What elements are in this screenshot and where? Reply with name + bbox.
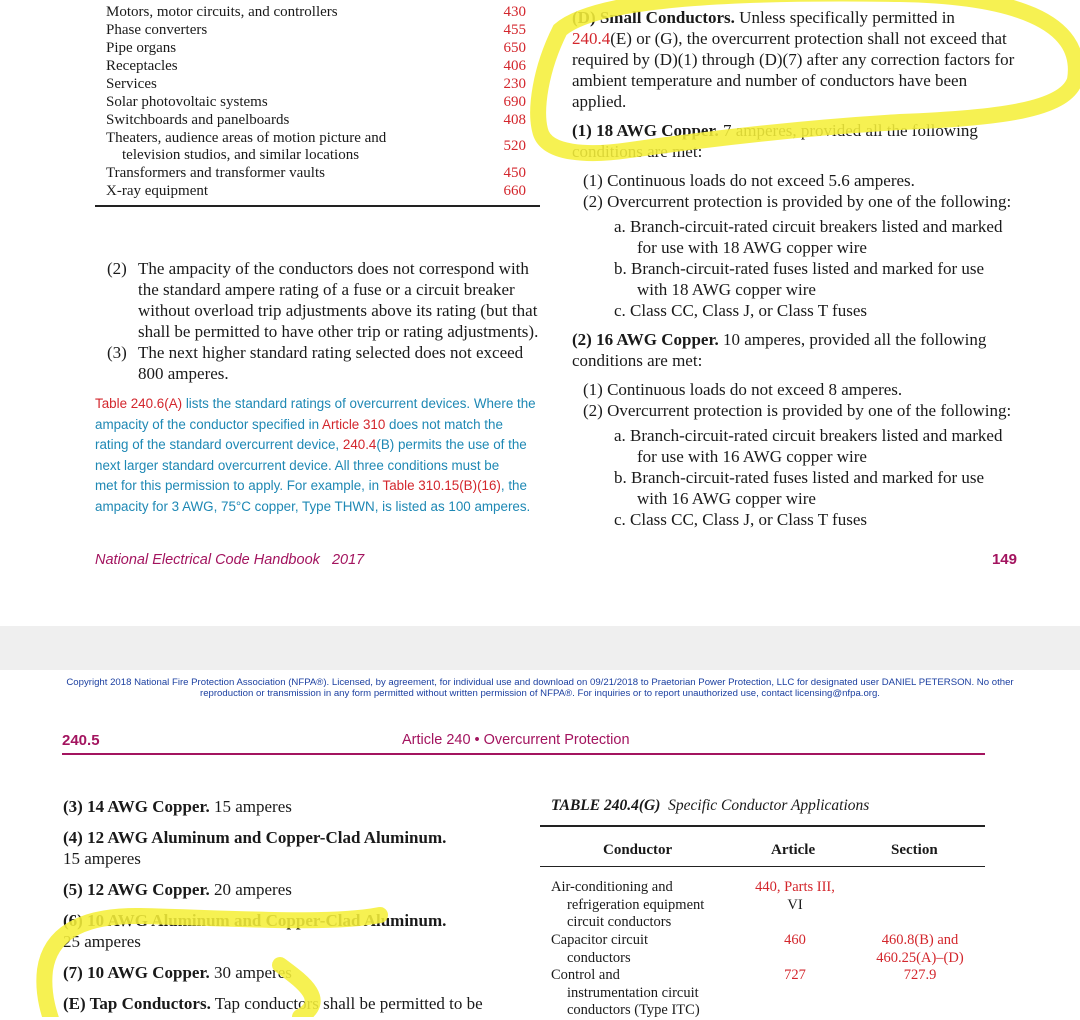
- header-rule: [62, 753, 985, 755]
- list-item: a. Branch-circuit-rated circuit breakers listed and marked for use with 16 AWG copper wire b. Branch-circuit-rated fuses listed and marked for use with 16 AWG copper wire c. Class CC, Class J, or Class T fuses: [614, 426, 1003, 529]
- section-number: 240.5: [62, 732, 100, 749]
- list-item: (6) 10 AWG Aluminum and Copper-Clad Aluminum. 25 amperes: [63, 911, 447, 951]
- conditions-list: [107, 258, 547, 384]
- list-item: (2) The ampacity of the conductors does not correspond with the standard ampere rating of a fuse or a circuit breaker without overload trip adjustments above its rating (but that shall be permitted to have other trip or rating adjustments).: [107, 259, 539, 341]
- table-row: Pipe organs 650: [106, 40, 526, 56]
- table-row: Capacitor circuit conductors 460 460.8(B) and 460.25(A)–(D): [551, 932, 964, 966]
- list-item: (3) The next higher standard rating selected does not exceed 800 amperes.: [107, 343, 524, 383]
- table-row: Phase converters 455: [106, 22, 526, 38]
- list-item: (5) 12 AWG Copper. 20 amperes: [63, 880, 292, 899]
- table-row: Air-conditioning and refrigeration equipment circuit conductors 440, Parts III, VI: [551, 879, 835, 930]
- table-row: Transformers and transformer vaults 450: [106, 165, 526, 181]
- page-footer-title: National Electrical Code Handbook 2017: [95, 552, 365, 568]
- table-title: TABLE 240.4(G) Specific Conductor Applications: [551, 797, 870, 814]
- ref-link[interactable]: Table 240.6(A): [95, 396, 183, 411]
- table-row: Services 230: [106, 76, 526, 92]
- list-item: (E) Tap Conductors. Tap conductors shall be permitted to be: [63, 994, 483, 1013]
- table-row: Control and instrumentation circuit conductors (Type ITC) 727 727.9: [551, 967, 937, 1018]
- copyright-notice: Copyright 2018 National Fire Protection Association (NFPA®). Licensed, by agreement, for individual use and download on 09/21/2018 to Praetorian Power Protection, LLC for designated user DANIEL PETERSON. No other reproduction or transmission in any form permitted without written permission of NFPA®. For inquiries or to report unauthorized use, contact licensing@nfpa.org.: [66, 677, 1014, 699]
- list-item: (4) 12 AWG Aluminum and Copper-Clad Aluminum. 15 amperes: [63, 828, 447, 868]
- table-row: X-ray equipment 660: [106, 183, 526, 199]
- ref-link[interactable]: 240.4: [572, 29, 611, 48]
- ref-link[interactable]: Table 310.15(B)(16): [382, 478, 501, 494]
- table-row: Theaters, audience areas of motion picture and television studios, and similar locations 520: [106, 130, 526, 163]
- list-item: (3) 14 AWG Copper. 15 amperes: [63, 797, 292, 816]
- table-rule: [95, 205, 540, 207]
- list-item: (7) 10 AWG Copper. 30 amperes: [63, 963, 292, 982]
- commentary: Table 240.6(A) lists the standard ratings of overcurrent devices. Where the ampacity of the conductor specified in Article 310 does not match the rating of the standard overcurrent device, 240.4(B) permits the use of the next larger standard overcurrent device. All three conditions must be met for this permission to apply. For example, in Table 310.15(B)(16), the ampacity for 3 AWG, 75°C copper, Type THWN, is listed as 100 amperes.: [95, 396, 536, 514]
- small-conductors-section: (D) Small Conductors. Unless specifically permitted in 240.4(E) or (G), the overcurrent protection shall not exceed that required by (D)(1) through (D)(7) after any correction factors for ambient temperature and number of conductors have been applied. (1) 18 AWG Copper. 7 amperes, provided all the following conditions are met: (1) Continuous loads do not exceed 5.6 amperes. (2) Overcurrent protection is provided by one of the following: a. Branch-circuit-rated circuit breakers listed and marked for use with 18 AWG copper wire b. Branch-circuit-rated fuses listed and marked for use with 18 AWG copper wire c. Class CC, Class J, or Class T fuses (2) 16 AWG Copper. 10 amperes, provided all the following conditions are met: (1) Continuous loads do not exceed 8 amperes. (2) Overcurrent protection is provided by one of the following: a. Branch-circuit-rated circuit breakers listed and marked for use with 16 AWG copper wire b. Branch-circuit-rated fuses listed and marked for use with 16 AWG copper wire c. Class CC, Class J, or Class T fuses: [572, 7, 1018, 530]
- ref-link[interactable]: 240.4: [342, 437, 377, 453]
- page-gap: [0, 626, 1080, 670]
- ref-link[interactable]: Article 310: [322, 416, 386, 432]
- table-body: [540, 879, 985, 1020]
- page-number: 149: [991, 551, 1017, 568]
- table-rule: [540, 825, 985, 827]
- conductor-list: [63, 796, 513, 1014]
- table-row: Motors, motor circuits, and controllers 430: [106, 4, 526, 20]
- list-item: a. Branch-circuit-rated circuit breakers listed and marked for use with 18 AWG copper wire b. Branch-circuit-rated fuses listed and marked for use with 18 AWG copper wire c. Class CC, Class J, or Class T fuses: [614, 217, 1003, 320]
- table-row: Switchboards and panelboards 408: [106, 112, 526, 128]
- table-row: Solar photovoltaic systems 690: [106, 94, 526, 110]
- table-row: Receptacles 406: [106, 58, 526, 74]
- table-rule: [540, 866, 985, 867]
- running-header: Article 240 • Overcurrent Protection: [402, 732, 630, 748]
